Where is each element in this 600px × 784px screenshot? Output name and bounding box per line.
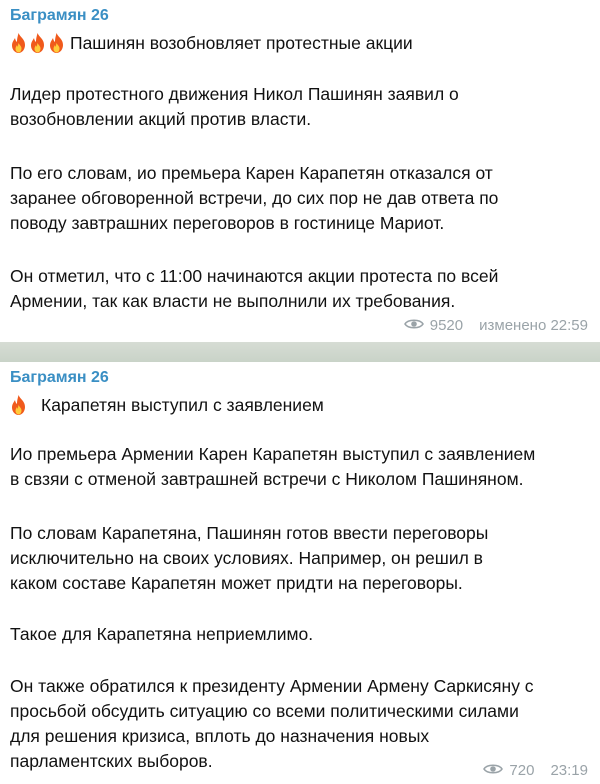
post-time: 23:19: [550, 762, 588, 779]
view-count: 9520: [429, 317, 464, 334]
message-post: [0, 362, 600, 784]
fire-icon: [10, 32, 27, 54]
paragraph: [10, 622, 313, 647]
post-time: изменено 22:59: [479, 317, 588, 334]
headline-text: Пашинян возобновляет протестные акции: [70, 33, 413, 53]
post-meta: [483, 762, 588, 779]
fire-icon: [29, 32, 46, 54]
fire-icon: [48, 32, 65, 54]
text-line: Лидер протестного движения Никол Пашинян заявил о: [10, 84, 459, 104]
text-line: поводу завтрашних переговоров в гостинице Мариот.: [10, 213, 445, 233]
paragraph: [10, 442, 535, 492]
text-line: Такое для Карапетяна неприемлимо.: [10, 624, 314, 644]
text-line: просьбой обсудить ситуацию со всеми политическими силами: [10, 701, 519, 721]
text-line: парламентских выборов.: [10, 751, 213, 771]
message-separator: [0, 342, 600, 362]
channel-name[interactable]: Баграмян 26: [10, 369, 109, 386]
post-headline: [10, 394, 588, 416]
post-meta: [404, 317, 588, 334]
text-line: По словам Карапетяна, Пашинян готов ввести переговоры: [10, 523, 489, 543]
eye-icon: [404, 317, 424, 334]
paragraph: [10, 674, 534, 774]
paragraph: [10, 264, 498, 314]
view-count: 720: [509, 762, 535, 779]
text-line: заранее обговоренной встречи, до сих пор не дав ответа по: [10, 188, 499, 208]
post-headline: [10, 32, 588, 54]
channel-name[interactable]: Баграмян 26: [10, 7, 109, 24]
text-line: для решения кризиса, вплоть до назначения новых: [10, 726, 430, 746]
paragraph: [10, 161, 498, 236]
text-line: По его словам, ио премьера Карен Карапетян отказался от: [10, 163, 493, 183]
paragraph: [10, 82, 459, 132]
message-post: [0, 0, 600, 342]
paragraph: [10, 521, 488, 596]
text-line: в свзяи с отменой завтрашней встречи с Николом Пашиняном.: [10, 469, 524, 489]
fire-icon: [10, 394, 27, 416]
text-line: исключительно на своих условиях. Например, он решил в: [10, 548, 483, 568]
text-line: каком составе Карапетян может придти на переговоры.: [10, 573, 463, 593]
text-line: Ио премьера Армении Карен Карапетян выступил с заявлением: [10, 444, 536, 464]
text-line: возобновлении акций против власти.: [10, 109, 312, 129]
headline-text: Карапетян выступил с заявлением: [41, 395, 324, 415]
text-line: Он также обратился к президенту Армении Армену Саркисяну с: [10, 676, 534, 696]
eye-icon: [483, 762, 503, 779]
text-line: Он отметил, что с 11:00 начинаются акции протеста по всей: [10, 266, 499, 286]
text-line: Армении, так как власти не выполнили их требования.: [10, 291, 456, 311]
